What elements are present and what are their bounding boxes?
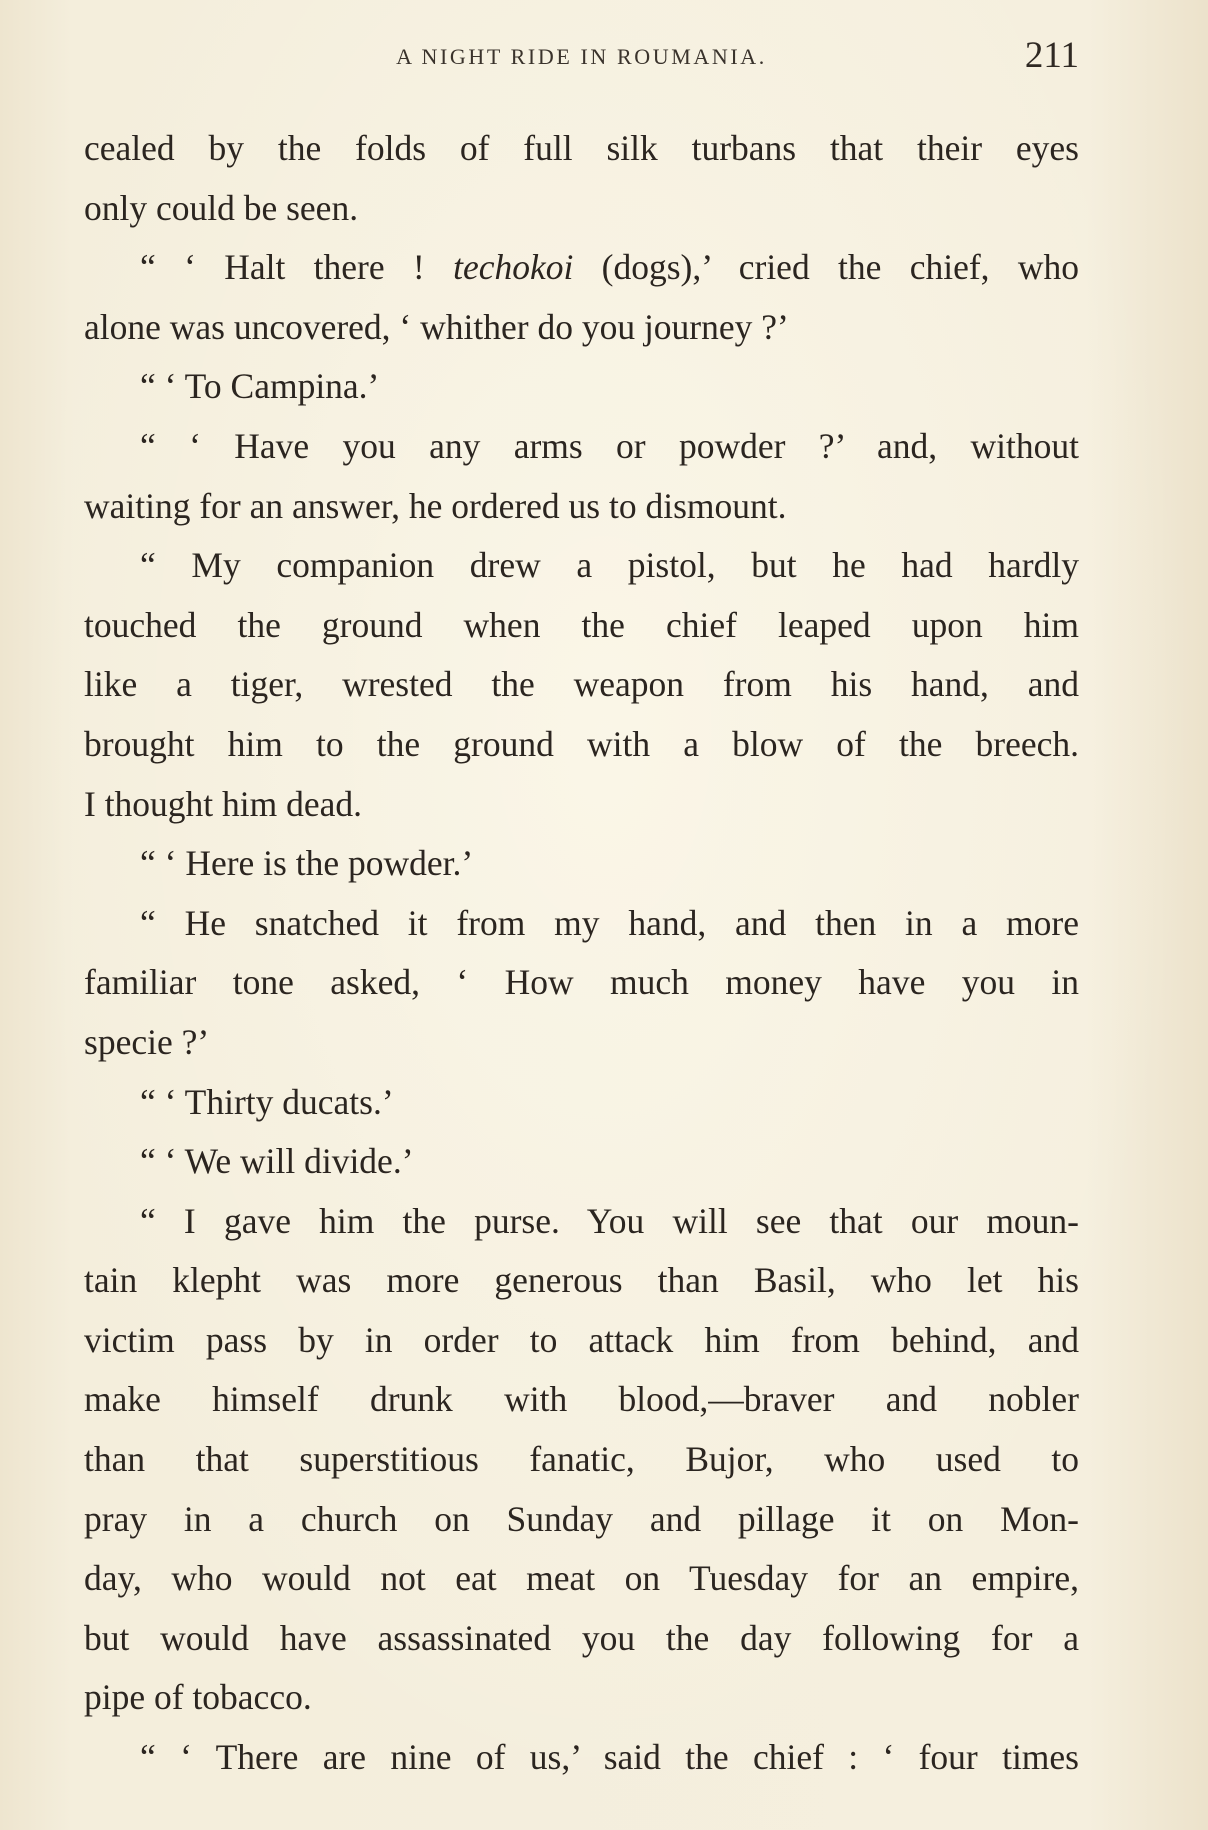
text-segment: (dogs),’ cried the chief, who	[573, 247, 1079, 288]
running-head	[84, 34, 1079, 84]
text-line: “ ‘ There are nine of us,’ said the chief : ‘ four times	[140, 1737, 1079, 1778]
text-segment: “ ‘ Halt there !	[140, 247, 454, 288]
text-line: familiar tone asked, ‘ How much money have you in	[84, 962, 1079, 1003]
text-line: than that superstitious fanatic, Bujor, who used to	[84, 1439, 1079, 1480]
page-number: 211	[1024, 35, 1079, 76]
body-text	[84, 119, 1079, 1788]
text-line: like a tiger, wrested the weapon from his hand, and	[84, 664, 1079, 705]
text-line: “ ‘ Thirty ducats.’	[140, 1081, 394, 1122]
text-line	[84, 238, 1079, 298]
text-line: “ He snatched it from my hand, and then in a more	[140, 902, 1079, 943]
text-line: “ ‘ We will divide.’	[140, 1141, 414, 1182]
text-line: “ I gave him the purse. You will see that our moun-	[140, 1200, 1079, 1241]
text-line: “ ‘ To Campina.’	[140, 366, 380, 407]
text-line: touched the ground when the chief leaped upon him	[84, 604, 1079, 645]
text-line: tain klepht was more generous than Basil, who let his	[84, 1260, 1079, 1301]
text-line: make himself drunk with blood,—braver and nobler	[84, 1379, 1079, 1420]
text-line: specie ?’	[84, 1021, 210, 1062]
text-line: “ ‘ Have you any arms or powder ?’ and, without	[140, 425, 1079, 466]
text-line: pray in a church on Sunday and pillage it on Mon-	[84, 1498, 1079, 1539]
text-line: “ ‘ Here is the powder.’	[140, 843, 474, 884]
text-line: pipe of tobacco.	[84, 1677, 312, 1718]
text-line: but would have assassinated you the day following for a	[84, 1617, 1079, 1658]
text-line: brought him to the ground with a blow of the breech.	[84, 723, 1079, 764]
text-line: day, who would not eat meat on Tuesday for an empire,	[84, 1558, 1079, 1599]
text-line: I thought him dead.	[84, 783, 363, 824]
text-line: alone was uncovered, ‘ whither do you journey ?’	[84, 306, 789, 347]
italic-word: techokoi	[453, 247, 574, 288]
text-line: waiting for an answer, he ordered us to dismount.	[84, 485, 787, 526]
running-title: A NIGHT RIDE IN ROUMANIA.	[396, 44, 767, 69]
text-line: cealed by the folds of full silk turbans that their eyes	[84, 128, 1079, 168]
text-line: “ My companion drew a pistol, but he had hardly	[140, 545, 1079, 586]
text-line: only could be seen.	[84, 187, 359, 228]
text-line: victim pass by in order to attack him from behind, and	[84, 1319, 1079, 1360]
